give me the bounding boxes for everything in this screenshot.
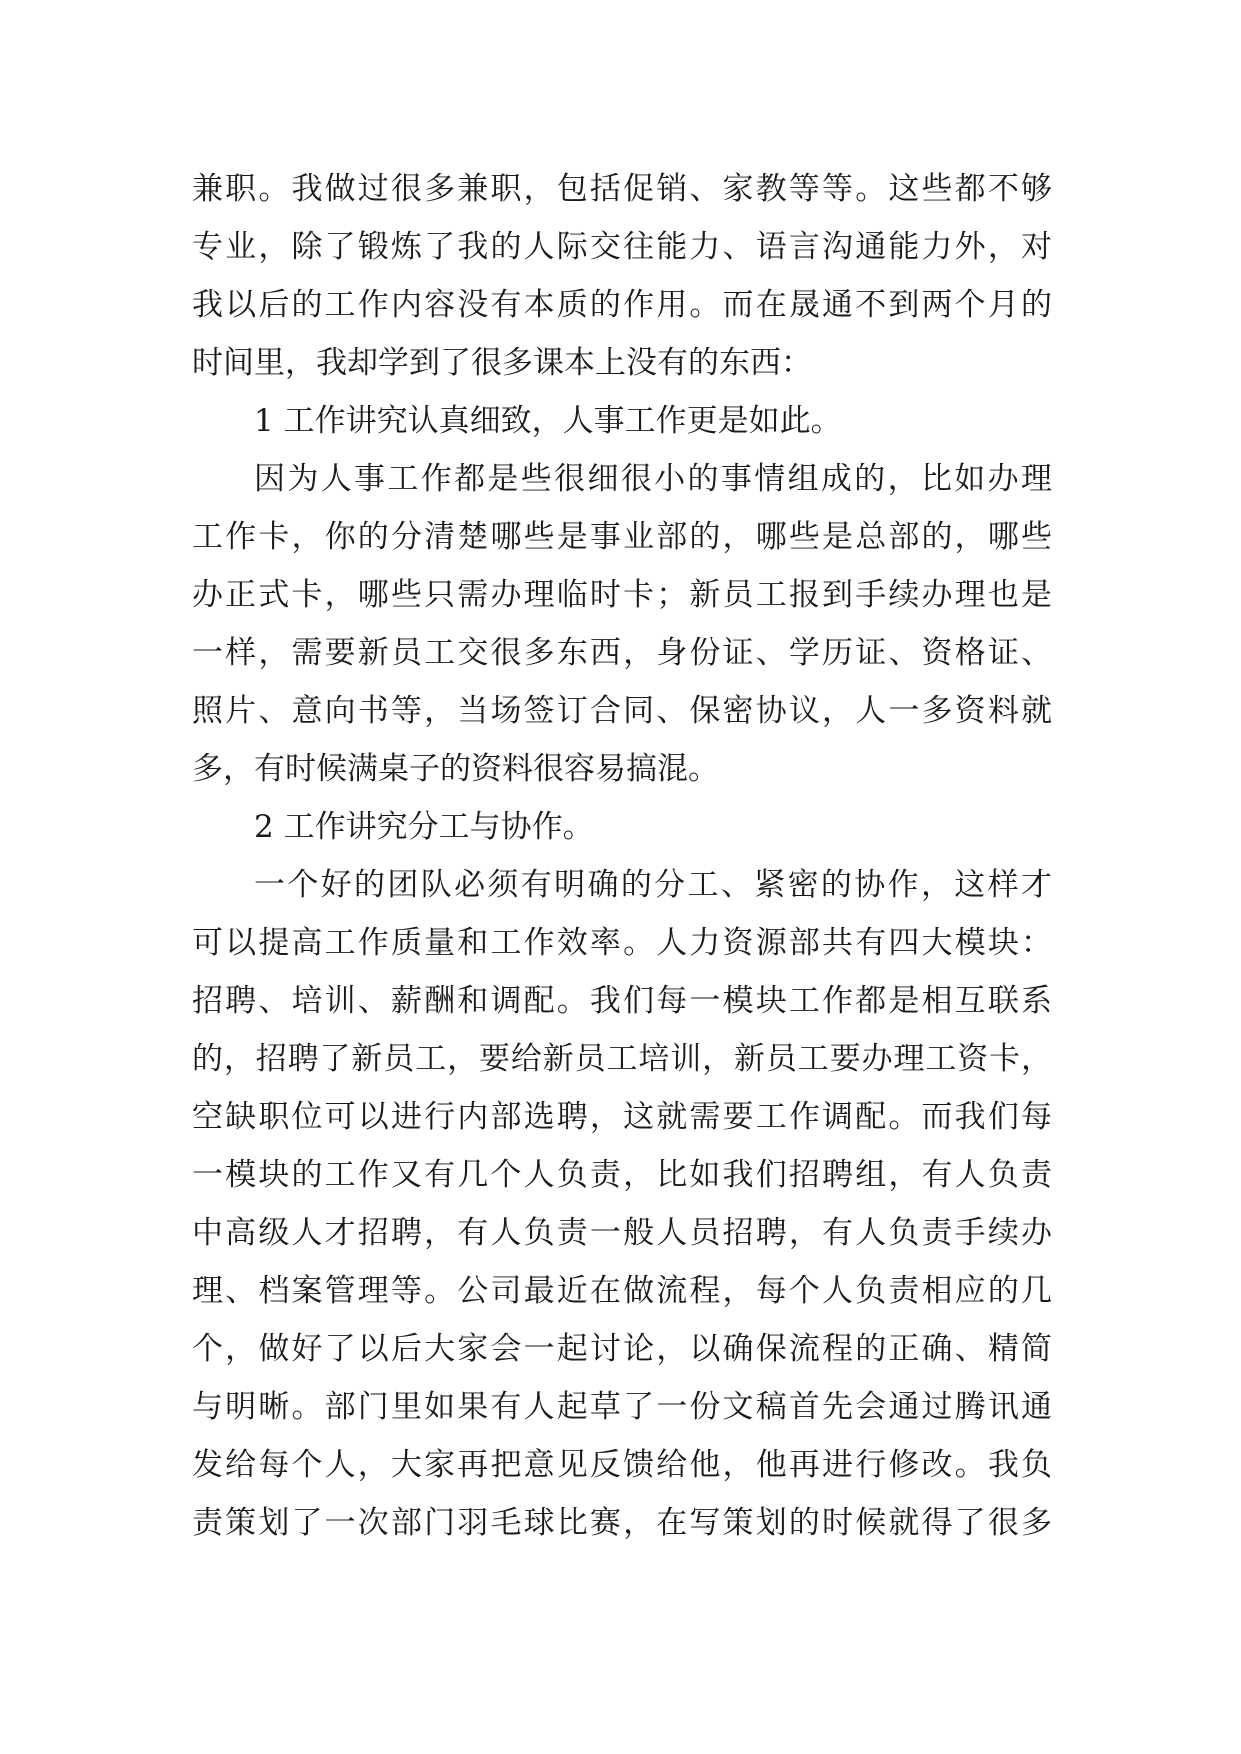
text-line: 与明晰。部门里如果有人起草了一份文稿首先会通过腾讯通 <box>192 1389 1052 1425</box>
text-line: 中高级人才招聘，有人负责一般人员招聘，有人负责手续办 <box>192 1215 1052 1251</box>
text-line: 一个好的团队必须有明确的分工、紧密的协作，这样才 <box>254 867 1052 903</box>
text-line: 专业，除了锻炼了我的人际交往能力、语言沟通能力外，对 <box>192 229 1052 265</box>
text-line: 2 工作讲究分工与协作。 <box>254 809 594 845</box>
document-body <box>192 160 1052 1552</box>
text-line: 一模块的工作又有几个人负责，比如我们招聘组，有人负责 <box>192 1157 1052 1193</box>
text-line: 办正式卡，哪些只需办理临时卡；新员工报到手续办理也是 <box>192 577 1052 613</box>
text-line: 照片、意向书等，当场签订合同、保密协议，人一多资料就 <box>192 693 1052 729</box>
text-line: 时间里，我却学到了很多课本上没有的东西： <box>192 345 812 381</box>
text-line: 招聘、培训、薪酬和调配。我们每一模块工作都是相互联系 <box>192 983 1052 1019</box>
text-line: 责策划了一次部门羽毛球比赛，在写策划的时候就得了很多 <box>192 1505 1052 1541</box>
text-line: 的，招聘了新员工，要给新员工培训，新员工要办理工资卡， <box>192 1041 1052 1077</box>
text-line: 个，做好了以后大家会一起讨论，以确保流程的正确、精简 <box>192 1331 1052 1367</box>
text-line: 多，有时候满桌子的资料很容易搞混。 <box>192 751 719 787</box>
text-line: 兼职。我做过很多兼职，包括促销、家教等等。这些都不够 <box>192 171 1052 207</box>
text-line: 一样，需要新员工交很多东西，身份证、学历证、资格证、 <box>192 635 1052 671</box>
text-line: 我以后的工作内容没有本质的作用。而在晟通不到两个月的 <box>192 287 1052 323</box>
text-line: 因为人事工作都是些很细很小的事情组成的，比如办理 <box>254 461 1052 497</box>
text-line: 工作卡，你的分清楚哪些是事业部的，哪些是总部的，哪些 <box>192 519 1052 555</box>
text-line: 发给每个人，大家再把意见反馈给他，他再进行修改。我负 <box>192 1447 1052 1483</box>
text-line: 理、档案管理等。公司最近在做流程，每个人负责相应的几 <box>192 1273 1052 1309</box>
text-line: 空缺职位可以进行内部选聘，这就需要工作调配。而我们每 <box>192 1099 1052 1135</box>
text-line: 1 工作讲究认真细致，人事工作更是如此。 <box>254 403 842 439</box>
text-line: 可以提高工作质量和工作效率。人力资源部共有四大模块： <box>192 925 1052 961</box>
